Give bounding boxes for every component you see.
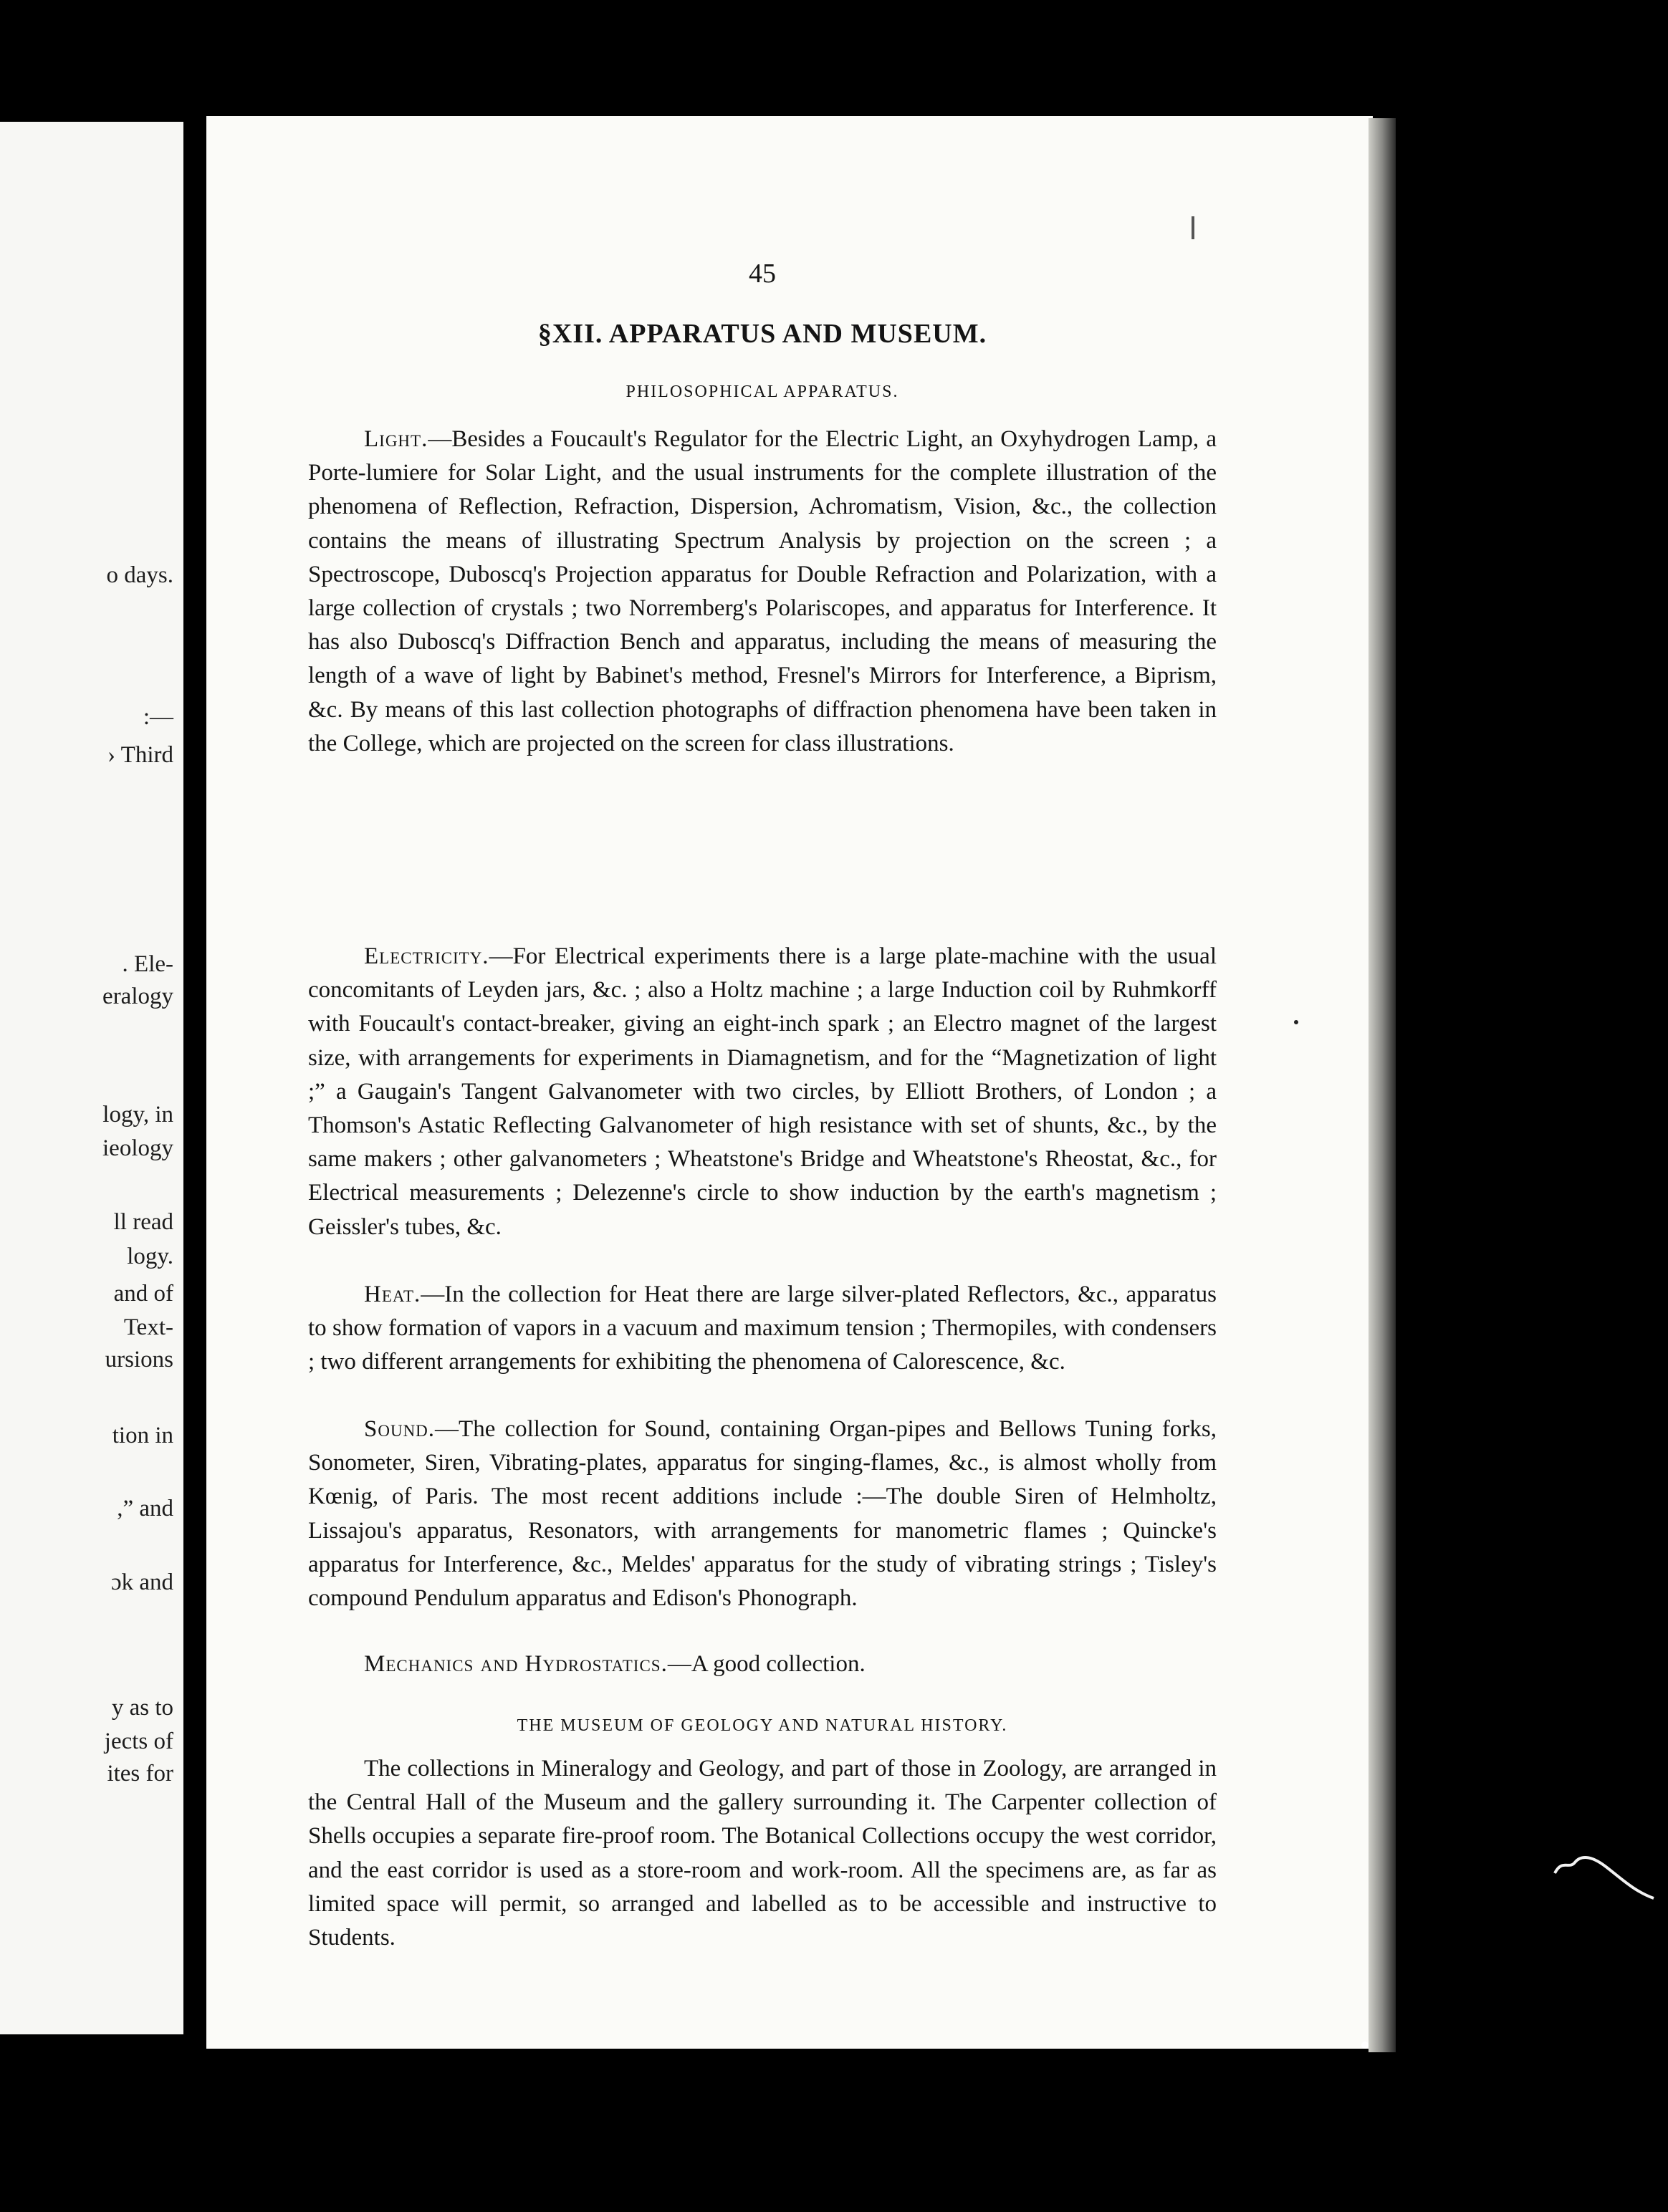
paragraph-lead: Mechanics and Hydrostatics. — [364, 1651, 668, 1677]
paragraph-heat — [308, 1278, 1217, 1380]
page-edge — [1369, 118, 1396, 2052]
subheading-apparatus: PHILOSOPHICAL APPARATUS. — [626, 383, 899, 401]
white-dot — [1361, 2042, 1369, 2049]
left-text-fragment: . Ele- — [122, 951, 173, 977]
right-page — [206, 116, 1373, 2049]
paragraph-sound — [308, 1413, 1217, 1615]
subheading-museum: THE MUSEUM OF GEOLOGY AND NATURAL HISTORY. — [517, 1716, 1008, 1735]
left-text-fragment: and of — [113, 1281, 173, 1307]
left-text-fragment: eralogy — [102, 984, 173, 1009]
paragraph-body: —The collection for Sound, containing Organ-pipes and Bellows Tuning forks, Sonometer, Siren, Vibrating-plates, apparatus for singing-flames, &c., is almost wholly from Kœnig, of Paris. The most recent additions include :—The double Siren of Helmholtz, Lissajou's apparatus, Resonators, with arrangements for manometric flames ; Quincke's apparatus for Interference, &c., Meldes' apparatus for the study of vibrating strings ; Tisley's compound Pendulum apparatus and Edison's Phonograph. — [308, 1416, 1217, 1612]
paragraph-body: —For Electrical experiments there is a large plate-machine with the usual concomitants of Leyden jars, &c. ; also a Holtz machine ; a large Induction coil by Ruhmkorff with Foucault's contact-breaker, giving an eight-inch spark ; an Electro magnet of the largest size, with arrangements for experiments in Diamagnetism, and for the “Magnetization of light ;” a Gaugain's Tangent Galvanometer with two circles, by Elliott Brothers, of London ; a Thomson's Astatic Reflecting Galvanometer of high resistance with set of shunts, &c., by the same makers ; other galvanometers ; Wheatstone's Bridge and Wheatstone's Rheostat, &c., for Electrical measurements ; Delezenne's circle to show induction by the earth's magnetism ; Geissler's tubes, &c. — [308, 943, 1217, 1240]
paragraph-mechanics — [308, 1648, 1217, 1681]
ink-mark — [1192, 216, 1194, 239]
left-text-fragment: y as to — [111, 1695, 173, 1721]
left-text-fragment: logy. — [127, 1244, 173, 1269]
paragraph-body: —Besides a Foucault's Regulator for the Electric Light, an Oxyhydrogen Lamp, a Porte-lumiere for Solar Light, and the usual instruments for the complete illustration of the phenomena of Reflection, Refraction, Dispersion, Achromatism, Vision, &c., the collection contains the means of illustrating Spectrum Analysis by projection on the screen ; a Spectroscope, Duboscq's Projection apparatus for Double Refraction and Polarization, with a large collection of crystals ; two Norremberg's Polariscopes, and apparatus for Interference. It has also Duboscq's Diffraction Bench and apparatus, including the means of measuring the length of a wave of light by Babinet's method, Fresnel's Mirrors for Interference, a Biprism, &c. By means of this last collection photographs of diffraction phenomena have been taken in the College, which are projected on the screen for class illustrations. — [308, 426, 1217, 756]
paragraph-lead: Light. — [364, 426, 428, 452]
left-text-fragment: › Third — [107, 742, 173, 768]
left-text-fragment: ll read — [113, 1209, 173, 1235]
left-page-fragment — [0, 122, 188, 2034]
left-text-fragment: o days. — [106, 562, 173, 588]
left-text-fragment: ites for — [107, 1761, 173, 1787]
paragraph-lead: Heat. — [364, 1281, 421, 1307]
paragraph-body: —In the collection for Heat there are large silver-plated Reflectors, &c., apparatus to show formation of vapors in a vacuum and maximum tension ; Thermopiles, with condensers ; two different arrangements for exhibiting the phenomena of Calorescence, &c. — [308, 1281, 1217, 1375]
paragraph-lead: Electricity. — [364, 943, 489, 969]
left-text-fragment: jects of — [104, 1728, 173, 1754]
paragraph-body: —A good collection. — [667, 1651, 866, 1677]
paragraph-electricity — [308, 940, 1217, 1244]
paragraph-museum: The collections in Mineralogy and Geology, and part of those in Zoology, are arranged in the Central Hall of the Museum and the gallery surrounding it. The Carpenter collection of Shells occupies a separate fire-proof room. The Botanical Collections occupy the west corridor, and the east corridor is used as a store-room and work-room. All the specimens are, as far as limited space will permit, so arranged and labelled as to be accessible and instructive to Students. — [308, 1756, 1217, 1951]
left-text-fragment: ɔk and — [110, 1569, 173, 1595]
paragraph-lead: Sound. — [364, 1416, 436, 1442]
section-title: §XII. APPARATUS AND MUSEUM. — [537, 319, 987, 349]
paragraph-light — [308, 423, 1217, 761]
left-text-fragment: tion in — [112, 1423, 173, 1448]
left-text-fragment: ursions — [105, 1347, 173, 1372]
left-text-fragment: logy, in — [102, 1102, 173, 1127]
left-text-fragment: ieology — [102, 1135, 173, 1161]
pen-scrawl — [1548, 1841, 1655, 1905]
ink-speck — [1294, 1020, 1298, 1024]
page-number: 45 — [749, 259, 776, 289]
left-text-fragment: Text- — [123, 1314, 173, 1340]
left-text-fragment: :— — [143, 704, 173, 730]
left-text-fragment: ,” and — [117, 1496, 173, 1521]
